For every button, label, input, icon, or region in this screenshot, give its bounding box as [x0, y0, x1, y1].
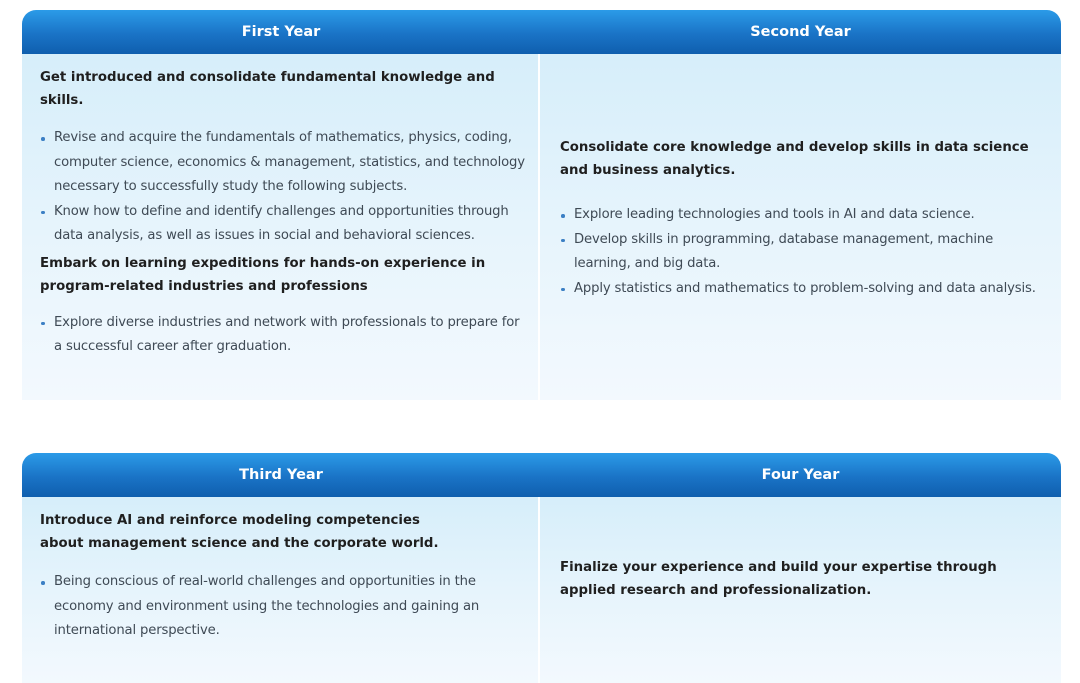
list-item: Being conscious of real-world challenges and opportunities in the economy and environment using the technologies and gaining an international perspective. — [40, 570, 504, 644]
table-header — [22, 10, 1061, 54]
list-item: Revise and acquire the fundamentals of mathematics, physics, coding, computer science, economics & management, statistics, and technology necessary to successfully study the following subjects. — [40, 126, 530, 200]
third-year-bullet-list — [40, 570, 520, 644]
first-year-heading: Get introduced and consolidate fundamental knowledge and skills. — [40, 70, 495, 108]
column-title-first-year: First Year — [241, 24, 321, 40]
list-item: Know how to define and identify challenges and opportunities through data analysis, as well as issues in social and behavioral sciences. — [40, 200, 530, 249]
first-year-cell — [22, 54, 540, 400]
first-year-subheading: Embark on learning expeditions for hands-on experience in program-related industries and professions — [40, 255, 486, 294]
list-item: Explore leading technologies and tools in AI and data science. — [560, 203, 1054, 228]
second-year-heading: Consolidate core knowledge and develop skills in data science and business analytics. — [560, 140, 1029, 178]
four-year-heading: Finalize your experience and build your expertise through applied research and professionalization. — [560, 560, 997, 598]
curriculum-table-years-3-4 — [22, 453, 1061, 683]
table-header — [22, 453, 1061, 497]
first-year-bullet-list-2 — [40, 311, 520, 360]
first-year-bullet-list — [40, 126, 525, 249]
table-body — [22, 497, 1061, 683]
third-year-heading: Introduce AI and reinforce modeling competencies about management science and the corporate world. — [40, 513, 439, 551]
column-title-second-year: Second Year — [750, 24, 851, 40]
four-year-cell — [540, 497, 1061, 683]
second-year-cell — [540, 54, 1061, 400]
column-title-third-year: Third Year — [239, 467, 323, 483]
list-item: Develop skills in programming, database management, machine learning, and big data. — [560, 228, 1014, 277]
third-year-cell — [22, 497, 540, 683]
curriculum-table-years-1-2 — [22, 10, 1061, 400]
list-item: Apply statistics and mathematics to problem-solving and data analysis. — [560, 277, 1054, 302]
second-year-bullet-list — [560, 203, 1041, 301]
column-title-four-year: Four Year — [761, 467, 840, 483]
list-item: Explore diverse industries and network with professionals to prepare for a successful career after graduation. — [40, 311, 520, 360]
table-body — [22, 54, 1061, 400]
